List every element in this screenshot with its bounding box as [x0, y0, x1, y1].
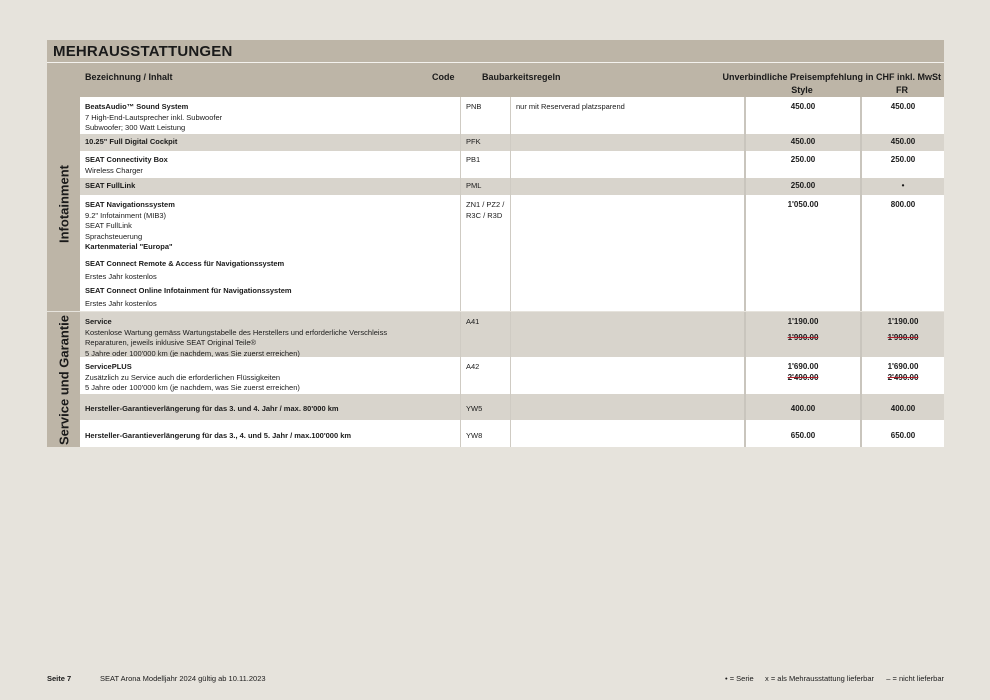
- price-style: 1'190.00: [787, 317, 819, 326]
- table-row: ServicePLUS Zusätzlich zu Service auch die erforderlichen Flüssigkeiten 5 Jahre oder 100'000 km (je nachdem, was Sie zuerst erreichen) A42 1'690.00 2'490.00 1'690.00 2'490.00: [80, 357, 944, 394]
- page-title: MEHRAUSSTATTUNGEN: [53, 43, 233, 60]
- legend-na: – = nicht lieferbar: [886, 674, 944, 683]
- table-row: BeatsAudio™ Sound System 7 High-End-Lautsprecher inkl. Subwoofer Subwoofer; 300 Watt Leistung PNB nur mit Reserverad platzsparend 450.00 450.00: [80, 97, 944, 134]
- header-code: Code: [432, 72, 455, 82]
- price-fr: 800.00: [890, 200, 916, 209]
- legend-serie: • = Serie: [725, 674, 754, 683]
- row-code: PB1: [466, 155, 481, 164]
- row-code: PML: [466, 181, 482, 190]
- price-style: 250.00: [790, 181, 816, 190]
- price-style-old: 1'990.00: [787, 332, 819, 342]
- price-fr: 450.00: [890, 102, 916, 111]
- table-row: [80, 134, 944, 151]
- footer-model: SEAT Arona Modelljahr 2024 gültig ab 10.11.2023: [100, 674, 266, 683]
- table-row: [80, 178, 944, 195]
- price-fr: 1'690.00: [887, 362, 919, 371]
- page-number: Seite 7: [47, 674, 72, 683]
- price-style: 450.00: [790, 137, 816, 146]
- table-row: [80, 394, 944, 420]
- price-fr-old: 2'490.00: [887, 372, 919, 382]
- category-infotainment-label: Infotainment: [56, 165, 71, 243]
- row-code: A42: [466, 362, 480, 371]
- row-name: SEAT Navigationssystem: [85, 200, 175, 209]
- price-fr: 1'190.00: [887, 317, 919, 326]
- row-rule: nur mit Reserverad platzsparend: [516, 102, 625, 111]
- table-row: Service Kostenlose Wartung gemäss Wartungstabelle des Herstellers und erforderliche Verschleiss Reparaturen, jeweils inklusive SEAT Original Teile® 5 Jahre oder 100'000 km (je nachdem, was Sie zuerst erreichen) A41 1'190.00 1'990.00 1'190.00 1'990.00: [80, 312, 944, 357]
- row-name: Hersteller-Garantieverlängerung für das 3. und 4. Jahr / max. 80'000 km: [85, 404, 339, 413]
- row-code: ZN1 / PZ2 /: [466, 200, 505, 209]
- price-style: 400.00: [790, 404, 816, 413]
- table-row: [80, 420, 944, 447]
- header-price-note: Unverbindliche Preisempfehlung in CHF inkl. MwSt: [722, 72, 941, 82]
- row-name: Hersteller-Garantieverlängerung für das 3., 4. und 5. Jahr / max.100'000 km: [85, 431, 352, 440]
- price-fr-old: 1'990.00: [887, 332, 919, 342]
- row-name: Service: [85, 317, 112, 326]
- row-code: YW5: [466, 404, 483, 413]
- price-style: 650.00: [790, 431, 816, 440]
- price-style: 1'690.00: [787, 362, 819, 371]
- price-style: 450.00: [790, 102, 816, 111]
- row-code: PNB: [466, 102, 482, 111]
- row-name: ServicePLUS: [85, 362, 132, 371]
- table-row: SEAT Connectivity Box Wireless Charger PB1 250.00 250.00: [80, 151, 944, 178]
- header-style: Style: [791, 85, 813, 95]
- price-fr: 250.00: [890, 155, 916, 164]
- price-fr: 650.00: [890, 431, 916, 440]
- table-row: SEAT Navigationssystem 9.2" Infotainment (MIB3) SEAT FullLink Sprachsteuerung Kartenmaterial "Europa" SEAT Connect Remote & Access für Navigationssystem Erstes Jahr kostenlos SEAT Connect Online Infotainment für Navigationssystem Erstes Jahr kostenlos ZN1 / PZ2 / R3C / R3D 1'050.00 800.00: [80, 195, 944, 311]
- legend-option: x = als Mehrausstattung lieferbar: [765, 674, 875, 683]
- category-infotainment: [47, 97, 80, 311]
- price-style: 250.00: [790, 155, 816, 164]
- header-designation: Bezeichnung / Inhalt: [85, 72, 173, 82]
- row-name: BeatsAudio™ Sound System: [85, 102, 189, 111]
- row-code: YW8: [466, 431, 483, 440]
- price-style: 1'050.00: [787, 200, 819, 209]
- row-code: A41: [466, 317, 480, 326]
- row-code: PFK: [466, 137, 481, 146]
- category-service-label: Service und Garantie: [56, 314, 71, 445]
- row-name: 10.25" Full Digital Cockpit: [85, 137, 178, 146]
- price-fr: 450.00: [890, 137, 916, 146]
- title-bar: [47, 40, 944, 62]
- table-header: [47, 63, 944, 97]
- price-fr: •: [901, 181, 905, 190]
- header-fr: FR: [896, 85, 908, 95]
- category-service: [47, 312, 80, 447]
- options-table: [47, 40, 944, 447]
- row-name: SEAT Connectivity Box: [85, 155, 168, 164]
- price-style-old: 2'490.00: [787, 372, 819, 382]
- header-buildability: Baubarkeitsregeln: [482, 72, 561, 82]
- price-fr: 400.00: [890, 404, 916, 413]
- row-name: SEAT FullLink: [85, 181, 136, 190]
